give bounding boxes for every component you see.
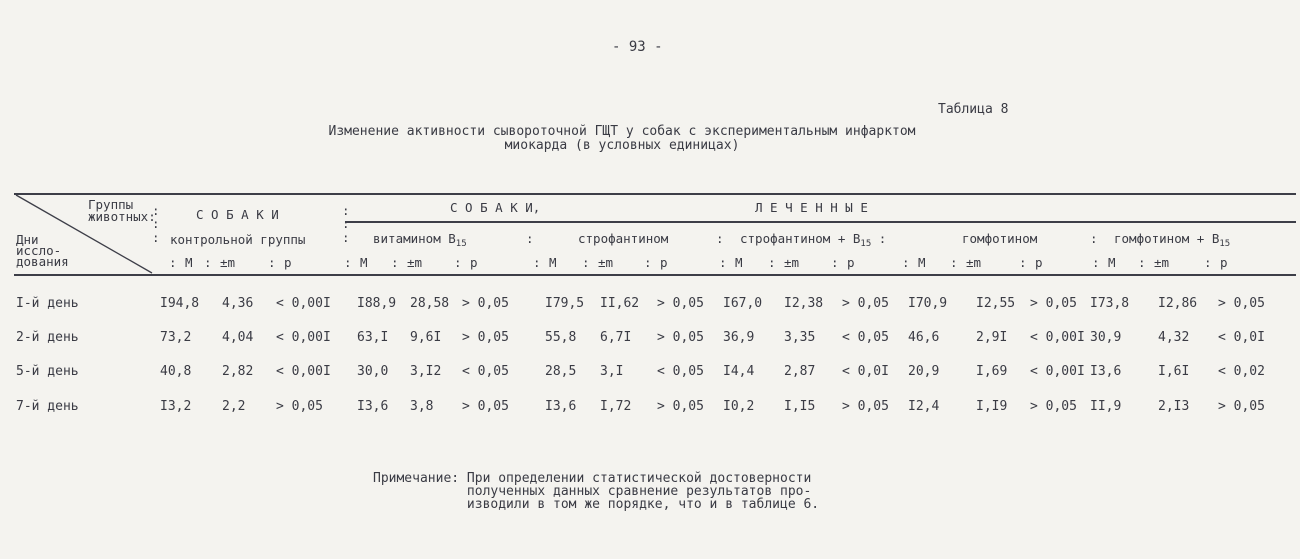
col-header-p-0: р	[284, 255, 292, 270]
table-cell: < 0,05	[842, 330, 889, 345]
col-header-m-1: ±m	[407, 255, 423, 270]
table-cell: I94,8	[160, 296, 200, 311]
col-header-m-5: ±m	[1154, 255, 1170, 270]
table-cell: < 0,05	[657, 364, 704, 379]
col-header-m-0: ±m	[220, 255, 236, 270]
header-bottom-rule	[14, 274, 1296, 276]
table-cell: I88,9	[357, 296, 397, 311]
table-cell: > 0,05	[657, 296, 704, 311]
table-cell: < 0,0I	[842, 364, 889, 379]
row-day-label: 7-й день	[16, 399, 79, 414]
group-strophanthin-b15-header: строфантином + $B_{15}$ :	[740, 231, 887, 249]
table-cell: > 0,05	[1030, 399, 1077, 414]
table-cell: 63,I	[357, 330, 389, 345]
table-cell: 6,7I	[600, 330, 632, 345]
table-cell: 2,82	[222, 364, 254, 379]
table-cell: 30,9	[1090, 330, 1122, 345]
control-group-header: контрольной группы	[170, 232, 306, 247]
table-cell: 4,36	[222, 296, 254, 311]
note-line-2: полученных данных сравнение результатов про-	[466, 484, 812, 499]
table-cell: I0,2	[723, 399, 755, 414]
table-cell: 4,32	[1158, 330, 1190, 345]
col-header-p-3: р	[847, 255, 855, 270]
table-cell: I2,38	[784, 296, 824, 311]
table-cell: 3,35	[784, 330, 816, 345]
col-header-p-1: р	[470, 255, 478, 270]
table-cell: 2,9I	[976, 330, 1008, 345]
note-line-3: изводили в том же порядке, что и в таблице 6.	[466, 497, 820, 512]
table-cell: I79,5	[545, 296, 585, 311]
table-cell: I2,55	[976, 296, 1016, 311]
col-header-m-2: ±m	[598, 255, 614, 270]
treated-dogs-header-b: Л Е Ч Е Н Н Ы Е	[755, 200, 868, 215]
table-cell: I3,6	[545, 399, 577, 414]
table-cell: I3,6	[1090, 364, 1122, 379]
table-cell: 36,9	[723, 330, 755, 345]
table-cell: I73,8	[1090, 296, 1130, 311]
col-header-M-2: М	[549, 255, 557, 270]
col-header-m-4: ±m	[966, 255, 982, 270]
table-cell: > 0,05	[1218, 399, 1265, 414]
table-cell: > 0,05	[657, 399, 704, 414]
table-note	[373, 472, 819, 511]
table-cell: 30,0	[357, 364, 389, 379]
col-header-m-3: ±m	[784, 255, 800, 270]
table-cell: < 0,0I	[1218, 330, 1265, 345]
table-cell: > 0,05	[462, 296, 509, 311]
table-cell: 2,87	[784, 364, 816, 379]
table-cell: < 0,00I	[276, 364, 331, 379]
table-cell: I67,0	[723, 296, 763, 311]
table-cell: I3,6	[357, 399, 389, 414]
table-label: Таблица 8	[938, 102, 1009, 117]
table-cell: I,72	[600, 399, 632, 414]
table-cell: > 0,05	[657, 330, 704, 345]
table-cell: I,69	[976, 364, 1008, 379]
group-vitamin-header: витамином $B_{15}$	[373, 231, 467, 249]
note-label: Примечание:	[373, 471, 460, 486]
table-cell: < 0,00I	[276, 330, 331, 345]
table-cell: 3,8	[410, 399, 434, 414]
table-cell: 4,04	[222, 330, 254, 345]
corner-groups-label: Группы животных:	[88, 197, 156, 224]
col-header-p-5: р	[1220, 255, 1228, 270]
col-header-M-5: М	[1108, 255, 1116, 270]
page-number: - 93 -	[612, 39, 663, 55]
col-header-M-0: М	[185, 255, 193, 270]
col-header-p-4: р	[1035, 255, 1043, 270]
col-header-M-1: М	[360, 255, 368, 270]
table-cell: I70,9	[908, 296, 948, 311]
table-cell: 2,2	[222, 399, 246, 414]
table-cell: < 0,00I	[276, 296, 331, 311]
table-cell: 2,I3	[1158, 399, 1190, 414]
title-line-1: Изменение активности сывороточной ГЩТ у собак с экспериментальным инфарктом	[328, 124, 916, 139]
table-cell: I2,86	[1158, 296, 1198, 311]
col-header-p-2: р	[660, 255, 668, 270]
table-cell: I4,4	[723, 364, 755, 379]
table-cell: I,6I	[1158, 364, 1190, 379]
corner-days-label: Дни иссло- дования	[16, 232, 69, 269]
table-cell: < 0,05	[462, 364, 509, 379]
table-cell: > 0,05	[1218, 296, 1265, 311]
row-day-label: I-й день	[16, 296, 79, 311]
treated-subheader-rule	[345, 221, 1296, 223]
table-cell: > 0,05	[462, 399, 509, 414]
table-cell: > 0,05	[276, 399, 323, 414]
group-gomphotin-header: гомфотином	[962, 231, 1038, 246]
row-day-label: 5-й день	[16, 364, 79, 379]
group-strophanthin-header: строфантином	[578, 231, 669, 246]
table-cell: 3,I	[600, 364, 624, 379]
table-cell: < 0,00I	[1030, 330, 1085, 345]
title-line-2: миокарда (в условных единицах)	[504, 138, 740, 153]
col-header-M-4: М	[918, 255, 926, 270]
table-cell: < 0,02	[1218, 364, 1265, 379]
table-cell: I,I5	[784, 399, 816, 414]
note-line-1: При определении статистической достоверности	[466, 471, 812, 486]
control-dogs-header: С О Б А К И	[196, 207, 279, 222]
treated-dogs-header-a: С О Б А К И,	[450, 200, 541, 215]
table-cell: 28,5	[545, 364, 577, 379]
table-top-rule	[14, 193, 1296, 195]
col-header-M-3: М	[735, 255, 743, 270]
table-cell: II,9	[1090, 399, 1122, 414]
table-cell: 9,6I	[410, 330, 442, 345]
table-cell: 40,8	[160, 364, 192, 379]
table-cell: 20,9	[908, 364, 940, 379]
table-cell: I2,4	[908, 399, 940, 414]
table-cell: > 0,05	[462, 330, 509, 345]
group-gomphotin-b15-header: гомфотином + $B_{15}$	[1114, 231, 1231, 249]
table-cell: > 0,05	[842, 399, 889, 414]
table-cell: I,I9	[976, 399, 1008, 414]
table-cell: 73,2	[160, 330, 192, 345]
table-cell: > 0,05	[1030, 296, 1077, 311]
table-cell: II,62	[600, 296, 640, 311]
table-cell: 46,6	[908, 330, 940, 345]
table-cell: > 0,05	[842, 296, 889, 311]
row-day-label: 2-й день	[16, 330, 79, 345]
table-cell: 3,I2	[410, 364, 442, 379]
table-cell: < 0,00I	[1030, 364, 1085, 379]
table-cell: I3,2	[160, 399, 192, 414]
table-cell: 55,8	[545, 330, 577, 345]
table-cell: 28,58	[410, 296, 450, 311]
table-title	[292, 125, 952, 153]
